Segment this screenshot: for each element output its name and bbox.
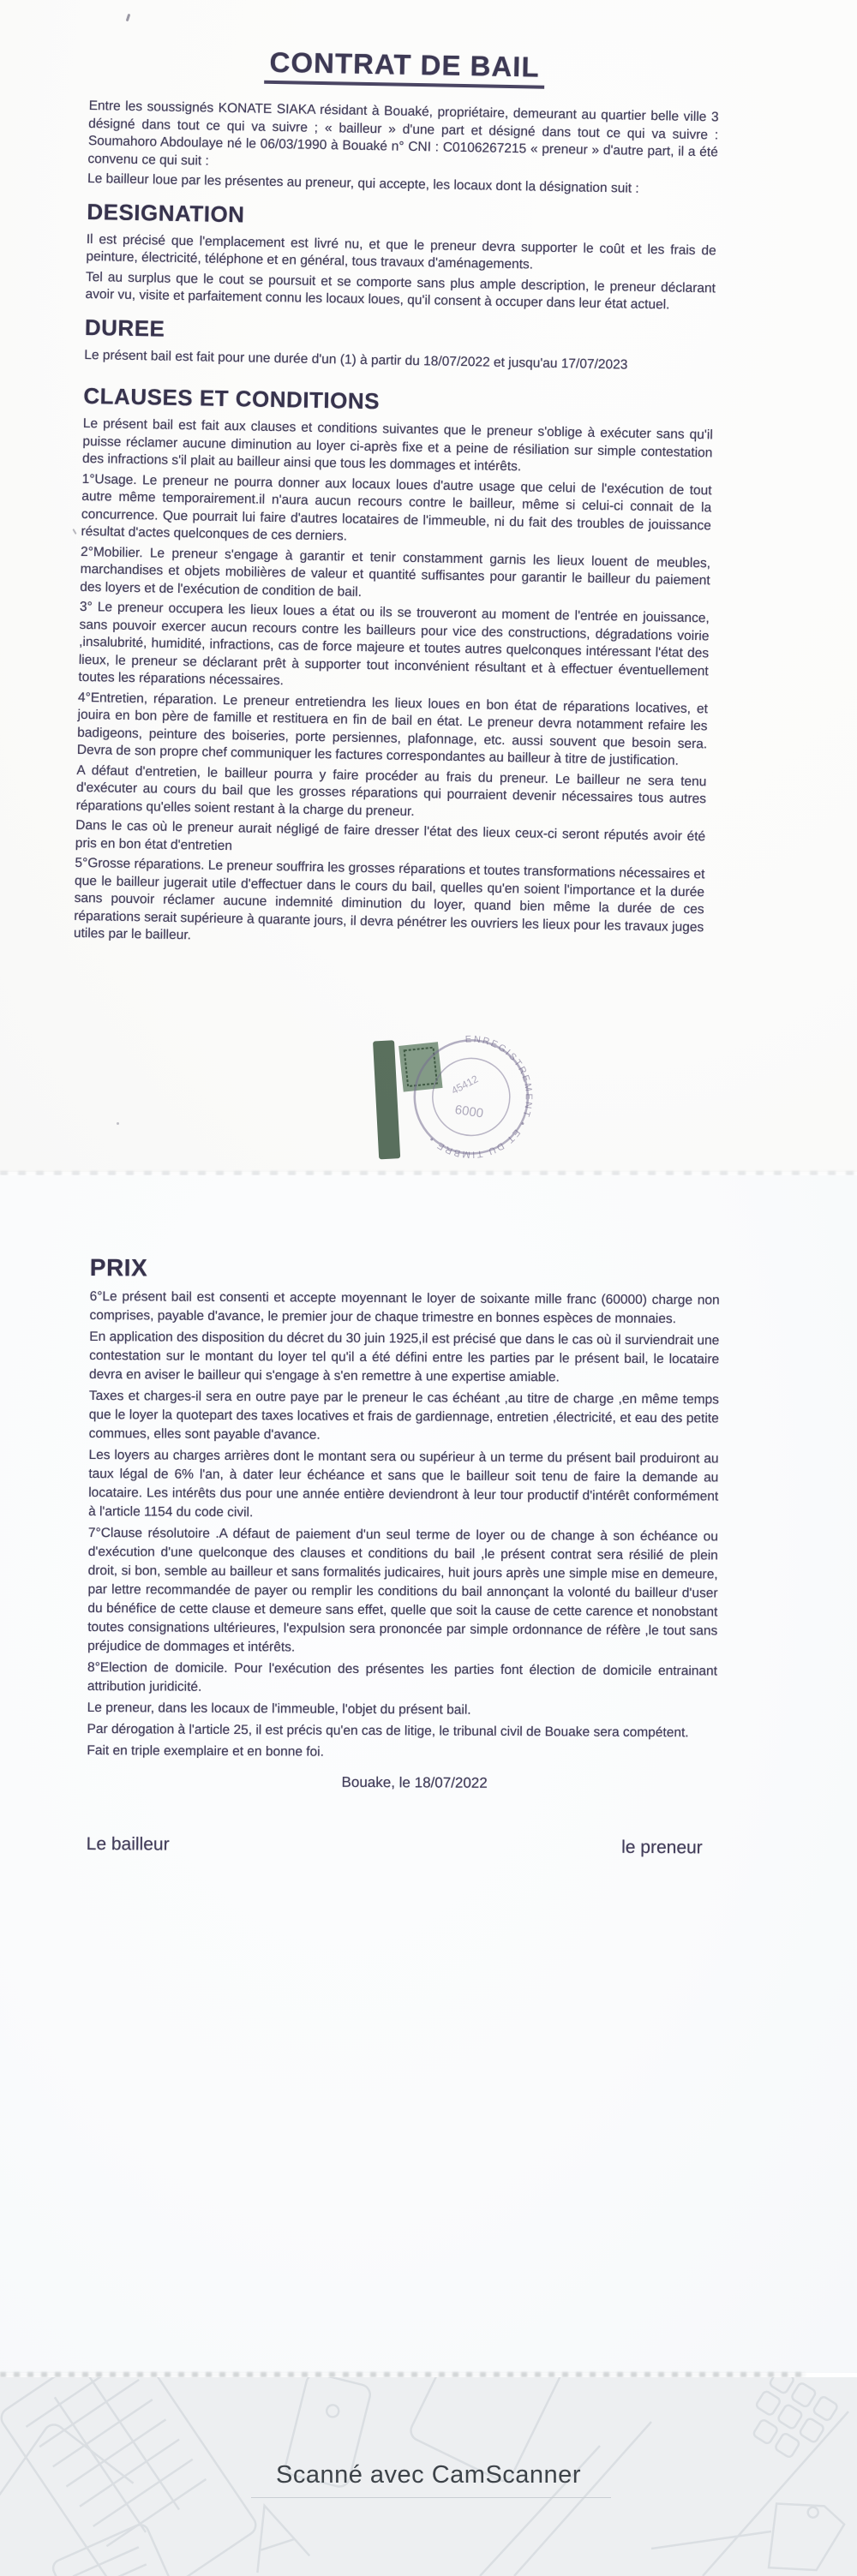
scan-artifact [117, 1122, 119, 1125]
section-heading-prix: PRIX [89, 1253, 148, 1282]
scanned-page-2 [0, 1175, 857, 2373]
line-doodle [651, 2531, 771, 2549]
page-2-content [87, 1244, 720, 1858]
clause-paragraph: Le présent bail est fait aux clauses et conditions suivantes que le preneur s'oblige à exécuter sans qu'il puisse réclamer aucune diminution au loyer ci-après fixe et a peine de résiliation sur simple contestation des infractions s'il plait au bailleur ainsi que tous les dommages et intérêts. [81, 415, 713, 475]
prix-paragraph: 6°Le présent bail est consenti et accepte moyennant le loyer de soixante mille franc (60000) charge non comprises, payable d'avance, le premier jour de chaque trimestre en bonnes espèces de monnaies. [89, 1288, 720, 1327]
clause-paragraph: A défaut d'entretien, le bailleur pourra y faire procéder au frais du preneur. Le bailleur ne sera tenu d'exécuter au cours du bail que les grosses réparations qui pourraient devenir nécessaires tous autres réparations qu'elles soient restant à la charge du preneur. [75, 762, 707, 819]
prix-paragraph: Les loyers au charges arrières dont le montant sera ou supérieur à un terme du présent bail produiront au taux légal de 6% l'an, à dater leur échéance et sans que le bailleur soit tenu de faire la demande au locataire. Les intérêts dus pour une année entière deviendront à leur tour productif d'intérêt conformément à l'article 1154 du code civil. [88, 1447, 719, 1521]
place-date-line: Bouake, le 18/07/2022 [341, 1773, 488, 1791]
clause-paragraph: Dans le cas où le preneur aurait négligé de faire dresser l'état des lieux ceux-ci seront réputés avoir été pris en bon état d'entretien [75, 817, 706, 853]
scan-artifact [72, 529, 76, 535]
fiscal-and-round-stamp [349, 1016, 568, 1182]
prix-paragraph: 8°Election de domicile. Pour l'exécution des présentes les parties font élection de domicile entrainant attribution juridicité. [87, 1659, 718, 1694]
intro-paragraph-1: Entre les soussignés KONATE SIAKA résidant à Bouaké, propriétaire, demeurant au quartier belle ville 3 désigné dans tout ce qui va suivre ; « bailleur » d'une part et désigné dans tout ce qui va suivre : Soumahoro Abdoulaye né le 06/03/1990 à Bouaké n° CNI : C0106267215 « preneur » d'autre part, il a été convenu ce qui suit : [87, 98, 719, 169]
prix-paragraph: Par dérogation à l'article 25, il est précis qu'en cas de litige, le tribunal civil de Bouake sera compétent. [87, 1721, 689, 1741]
round-stamp-arc-text: ENREGISTREMENT • ET DU TIMBRE • [426, 1034, 534, 1160]
scanned-page-1 [0, 0, 857, 1172]
designation-paragraph: Il est précisé que l'emplacement est livré nu, et que le preneur devra supporter le coût et les frais de peinture, électricité, téléphone et en général, tous travaux d'aménagements. [86, 231, 716, 272]
page-1-content [74, 43, 720, 957]
document-doodle [51, 2522, 176, 2576]
round-stamp-inner-ring [428, 1055, 513, 1139]
clause-paragraph: 1°Usage. Le preneur ne pourra donner aux locaux loues d'autre usage que celui de l'exécution de tout autre même temporairement.il n'aura aucun recours contre le bailleur, même si celui-ci connait de la concurrence. Que pourrait lui faire d'autres locataires de l'immeuble, ni du fait des troubles de jouissance résultat d'actes quelconques de ces derniers. [81, 471, 712, 544]
line-doodle [514, 2422, 651, 2576]
prix-paragraph: Le preneur, dans les locaux de l'immeuble, l'objet du présent bail. [87, 1700, 471, 1718]
fiscal-stamp-bar [373, 1040, 400, 1159]
designation-paragraph: Tel au surplus que le cout se poursuit et se comporte sans plus ample description, le preneur déclarant avoir vu, visite et parfaitement connu les locaux loues, qu'il consent à occuper dans leur état actuel. [85, 269, 716, 313]
prix-paragraph: En application des disposition du décret du 30 juin 1925,il est précisé que dans le cas où il surviendrait une contestation sur le montant du loyer tel qu'il a été défini entre les parties par le présent bail, le locataire devra en aviser le bailleur qui s'engage à s'en remettre à une expertise amiable. [89, 1329, 720, 1385]
clause-paragraph: 2°Mobilier. Le preneur s'engage à garantir et tenir constamment garnis les lieux louent de meubles, marchandises et objets mobilières de valeur et quantité suffisantes pour garantir le bailleur du paiement des loyers et de l'exécution de condition de bail. [80, 544, 711, 600]
camscanner-label: Scanné avec CamScanner [276, 2461, 581, 2489]
section-heading-clauses: CLAUSES ET CONDITIONS [83, 382, 381, 415]
section-heading-duree: DUREE [84, 314, 165, 342]
section-heading-designation: DESIGNATION [87, 198, 245, 227]
camscanner-label-underline [251, 2497, 611, 2498]
clause-paragraph: 3° Le preneur occupera les lieux loues a état ou ils se trouveront au moment de l'entrée en jouissance, sans pouvoir exercer aucun recours contre les bailleurs pour vice des constructions, dégradations voirie ,insalubrité, humidité, infractions, cas de force majeure et toutes autres quelconques intéressant l'état des lieux, le preneur se déclarant prêt à supporter tout inconvénient résultant et à effectuer éventuellement toutes les réparations nécessaires. [78, 599, 710, 689]
lessor-label: Le bailleur [86, 1833, 170, 1855]
round-stamp-number: 6000 [453, 1103, 485, 1121]
signature-labels-row [87, 1834, 716, 1858]
prix-paragraph: Taxes et charges-il sera en outre paye par le preneur le cas échéant ,au titre de charge ,en même temps que le loyer la quotepart des taxes locatives et frais de gardiennage, entretien ,électricité, et eau des petite commues, elles sont payable d'avance. [88, 1388, 719, 1443]
prix-paragraph: Fait en triple exemplaire et en bonne foi. [87, 1742, 325, 1760]
lessee-label: le preneur [621, 1837, 703, 1858]
intro-paragraph-2: Le bailleur loue par les présentes au preneur, qui accepte, les locaux dont la désignation suit : [87, 170, 639, 196]
prix-paragraph: 7°Clause résolutoire .A défaut de paiement d'un seul terme de loyer ou de change à son échéance ou d'exécution d'une quelconque des clauses et conditions du bail ,le présent contrat sera résilié de plein droit, si bon, semble au bailleur et sans formalités judicaires, huit jours après une simple mise en demeure, par lettre recommandée de payer ou remplir les conditions du bail annonçant la volonté du bailleur d'user du bénéfice de cette clause et demeure sans effet, quelle que soit la cause de cette carence et nonobstant toutes consignations ultérieures, l'expulsion sera prononcée par simple ordonnance de réfère ,le tout sans préjudice de dommages et intérêts. [87, 1525, 718, 1655]
duree-paragraph: Le présent bail est fait pour une durée d'un (1) à partir du 18/07/2022 et jusqu'au 17/07/2023 [84, 347, 628, 373]
camscanner-footer [0, 2377, 857, 2576]
scan-artifact [126, 14, 131, 21]
keypad-doodle [741, 2377, 838, 2465]
round-stamp-number: 45412 [449, 1073, 481, 1097]
clause-paragraph: 4°Entretien, réparation. Le preneur entretiendra les lieux loues en bon état de réparations locatives, et jouira en bon père de famille et restituera en fin de bail en état. Le preneur devra notamment refaire les badigeons, peinture des boiseries, porte persiennes, plafonnage, etc. aussi souvent que besoin sera. Devra de son propre chef communiquer les factures correspondantes au bailleur à titre de justification. [76, 690, 709, 768]
clause-paragraph: 5°Grosse réparations. Le preneur souffrira les grosses réparations et toutes transformations nécessaires et que le bailleur jugerait utile d'effectuer dans le cours du bail, quelles qu'en soient l'importance et la durée sans pouvoir réclamer aucune indemnité diminution du loyer, quand bien même la durée de ces réparations serait supérieure à quarante jours, il devra pénétrer les ouvriers les lieux pour les travaux juges utiles par le bailleur. [73, 855, 705, 943]
document-title: CONTRAT DE BAIL [264, 46, 545, 89]
